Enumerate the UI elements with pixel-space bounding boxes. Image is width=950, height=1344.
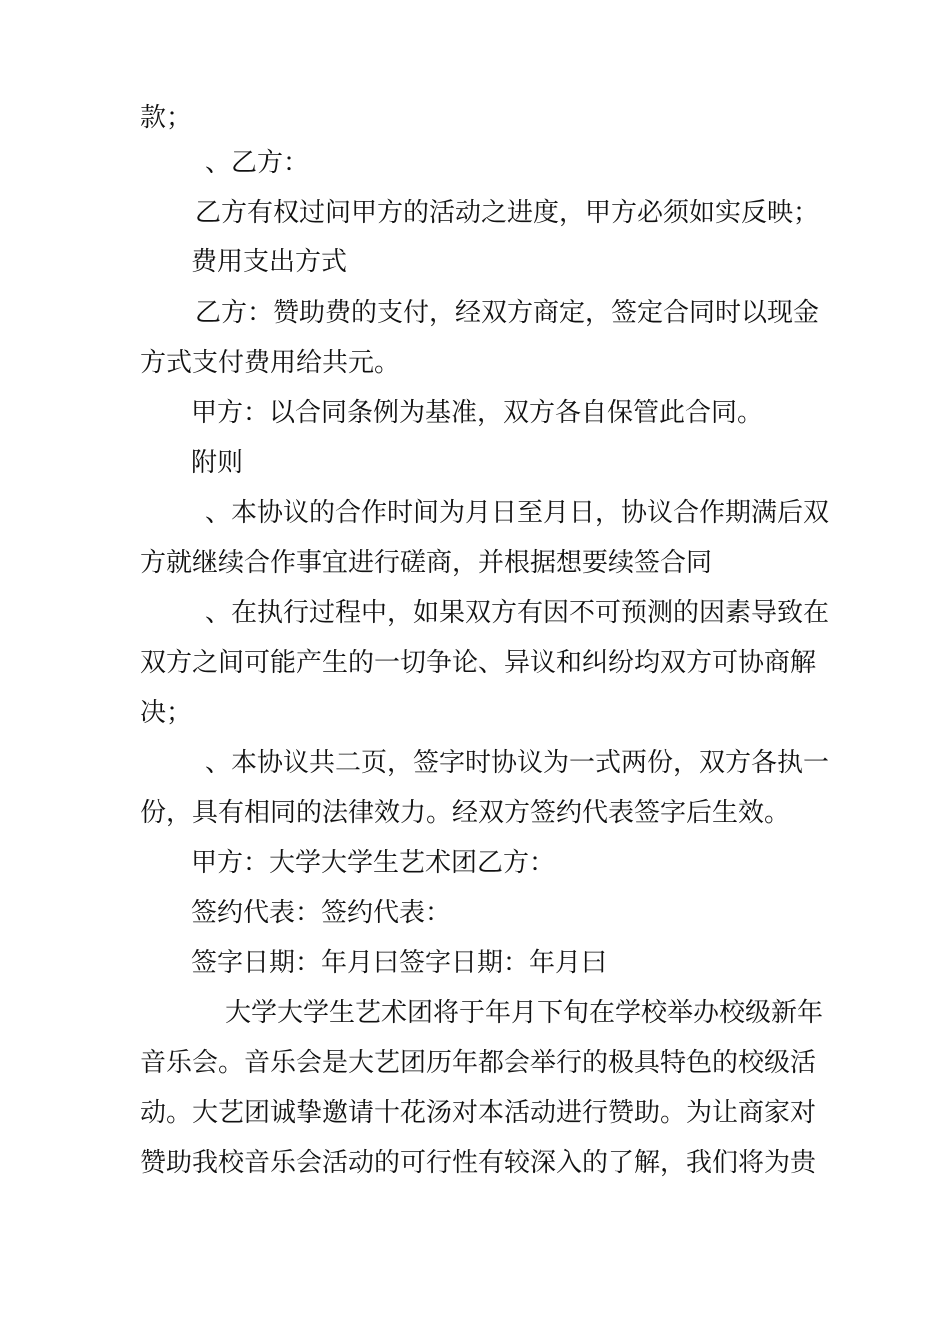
text-line-1: 款；	[140, 103, 193, 133]
text-line-17: 签约代表：签约代表：	[191, 898, 452, 928]
text-line-15: 份，具有相同的法律效力。经双方签约代表签字后生效。	[140, 798, 791, 828]
text-line-5: 乙方：赞助费的支付，经双方商定，签定合同时以现金	[195, 298, 820, 328]
text-line-14: 、本协议共二页，签字时协议为一式两份，双方各执一	[205, 748, 830, 778]
text-line-8: 附则	[191, 448, 244, 478]
text-line-18: 签字日期：年月曰签字日期：年月曰	[191, 948, 608, 978]
text-line-4: 费用支出方式	[191, 247, 348, 277]
text-line-9: 、本协议的合作时间为月日至月日，协议合作期满后双	[205, 498, 830, 528]
text-line-2: 、乙方：	[205, 148, 310, 178]
text-line-7: 甲方：以合同条例为基准，双方各自保管此合同。	[191, 398, 764, 428]
text-line-20: 音乐会。音乐会是大艺团历年都会举行的极具特色的校级活	[140, 1048, 817, 1078]
text-line-6: 方式支付费用给共元。	[140, 348, 401, 378]
text-line-11: 、在执行过程中，如果双方有因不可预测的因素导致在	[205, 598, 830, 628]
text-line-21: 动。大艺团诚挚邀请十花汤对本活动进行赞助。为让商家对	[140, 1098, 817, 1128]
text-line-16: 甲方：大学大学生艺术团乙方：	[191, 848, 556, 878]
text-line-10: 方就继续合作事宜进行磋商，并根据想要续签合同	[140, 548, 713, 578]
text-line-22: 赞助我校音乐会活动的可行性有较深入的了解，我们将为贵	[140, 1148, 817, 1178]
text-line-19: 大学大学生艺术团将于年月下旬在学校举办校级新年	[225, 998, 824, 1028]
text-line-3: 乙方有权过问甲方的活动之进度，甲方必须如实反映；	[195, 198, 820, 228]
text-line-13: 决；	[140, 698, 193, 728]
text-line-12: 双方之间可能产生的一切争论、异议和纠纷均双方可协商解	[140, 648, 817, 678]
